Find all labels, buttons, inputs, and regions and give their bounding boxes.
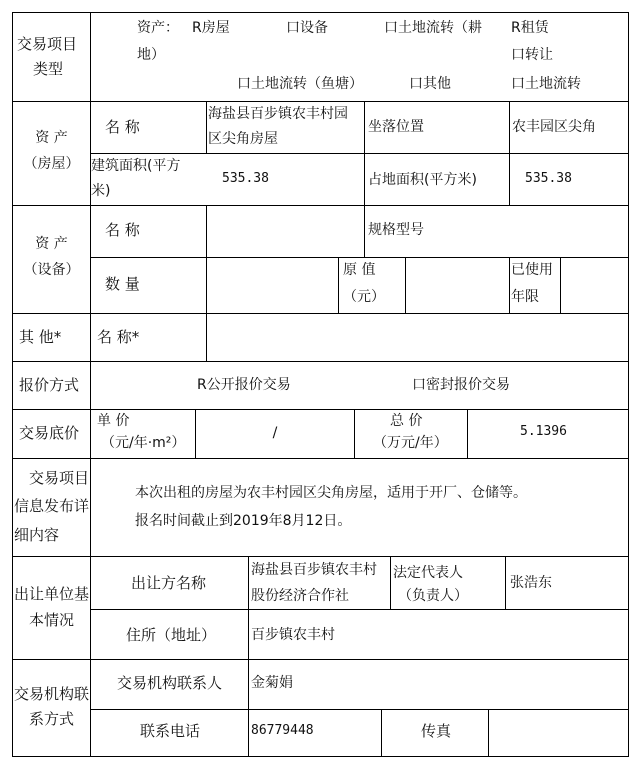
used-years-label-line1: 已使用 bbox=[511, 262, 553, 278]
option-land-trans: 口土地流转 bbox=[511, 76, 581, 92]
building-area-label-line2: 米) bbox=[91, 183, 111, 199]
equipment-heading-line2: （设备） bbox=[23, 262, 80, 278]
transferor-heading-line2: 本情况 bbox=[29, 611, 75, 629]
unit-price-label-line2: （元/年·m²） bbox=[101, 435, 186, 451]
rule-house-c3 bbox=[509, 101, 510, 205]
transferor-name-value-line2: 股份经济合作社 bbox=[251, 588, 349, 604]
house-heading-line1: 资 产 bbox=[35, 130, 68, 146]
building-area-label-line1: 建筑面积(平方 bbox=[91, 158, 181, 174]
agency-contact-label: 交易机构联系人 bbox=[117, 674, 223, 692]
other-heading: 其 他* bbox=[19, 328, 62, 346]
rule-price-bottom bbox=[12, 458, 629, 459]
agency-phone-value: 86779448 bbox=[251, 723, 314, 738]
rule-equip-mid bbox=[90, 257, 629, 258]
rule-transferor-c3 bbox=[505, 556, 506, 609]
option-house: R房屋 bbox=[192, 20, 230, 36]
rule-bottom bbox=[12, 756, 629, 757]
equipment-spec-label: 规格型号 bbox=[368, 222, 424, 238]
rule-equip-bottom bbox=[12, 313, 629, 314]
details-heading-line2: 信息发布详 bbox=[14, 497, 90, 515]
transferor-heading-line1: 出让单位基 bbox=[14, 585, 90, 603]
legal-rep-value: 张浩东 bbox=[510, 575, 552, 591]
option-other: 口其他 bbox=[409, 76, 451, 92]
option-land-farm-cont: 地） bbox=[137, 47, 165, 63]
rule-right bbox=[628, 12, 629, 757]
option-land-fish: 口土地流转（鱼塘） bbox=[237, 76, 363, 92]
agency-phone-label: 联系电话 bbox=[140, 722, 201, 740]
rule-other-c1 bbox=[206, 313, 207, 361]
type-heading-line2: 类型 bbox=[33, 60, 64, 78]
option-transfer: 口转让 bbox=[511, 47, 553, 63]
details-text-line1: 本次出租的房屋为农丰村园区尖角房屋，适用于开厂、仓储等。 bbox=[135, 485, 527, 501]
rule-agency-mid bbox=[90, 709, 629, 710]
rule-transferor-c1 bbox=[248, 556, 249, 659]
rule-quote-bottom bbox=[12, 409, 629, 410]
equipment-heading-line1: 资 产 bbox=[35, 236, 68, 252]
asset-prefix: 资产： bbox=[137, 20, 179, 36]
rule-house-bottom bbox=[12, 205, 629, 206]
land-area-label: 占地面积(平方米) bbox=[368, 172, 477, 188]
agency-contact-value: 金菊娟 bbox=[251, 675, 293, 691]
transferor-address-value: 百步镇农丰村 bbox=[251, 627, 335, 643]
agency-fax-label: 传真 bbox=[421, 722, 452, 740]
details-text-line2: 报名时间截止到2019年8月12日。 bbox=[135, 513, 352, 529]
land-area-value: 535.38 bbox=[525, 171, 572, 186]
rule-house-c2 bbox=[364, 101, 365, 205]
quote-heading: 报价方式 bbox=[19, 376, 80, 394]
rule-price-c2 bbox=[354, 409, 355, 458]
total-price-label-line1: 总 价 bbox=[390, 413, 423, 429]
rule-equip-c4 bbox=[405, 257, 406, 313]
rule-transferor-c2 bbox=[390, 556, 391, 609]
option-land-farm: 口土地流转（耕 bbox=[384, 20, 482, 36]
base-price-heading: 交易底价 bbox=[19, 424, 80, 442]
rule-type-bottom bbox=[12, 101, 629, 102]
house-name-value-line1: 海盐县百步镇农丰村园 bbox=[208, 106, 348, 122]
unit-price-label-line1: 单 价 bbox=[97, 413, 130, 429]
other-name-label: 名 称* bbox=[97, 328, 140, 346]
rule-transferor-mid bbox=[90, 609, 629, 610]
house-name-value-line2: 区尖角房屋 bbox=[208, 131, 278, 147]
transferor-name-value-line1: 海盐县百步镇农丰村 bbox=[251, 562, 377, 578]
rule-left bbox=[12, 12, 13, 757]
rule-transferor-bottom bbox=[12, 659, 629, 660]
option-lease: R租赁 bbox=[511, 20, 549, 36]
transferor-name-label: 出让方名称 bbox=[131, 574, 207, 592]
rule-details-bottom bbox=[12, 556, 629, 557]
rule-other-bottom bbox=[12, 361, 629, 362]
equipment-name-label: 名 称 bbox=[105, 221, 140, 239]
quote-option-public: R公开报价交易 bbox=[197, 377, 291, 393]
transferor-address-label: 住所（地址） bbox=[126, 626, 217, 644]
rule-agency-c3 bbox=[488, 709, 489, 756]
legal-rep-label-line2: （负责人） bbox=[398, 588, 468, 604]
house-name-label: 名 称 bbox=[105, 118, 140, 136]
rule-price-c3 bbox=[467, 409, 468, 458]
rule-top bbox=[12, 12, 629, 13]
rule-equip-c2 bbox=[364, 205, 365, 257]
rule-equip-c5 bbox=[509, 257, 510, 313]
rule-equip-c3 bbox=[338, 257, 339, 313]
total-price-label-line2: （万元/年） bbox=[373, 435, 448, 451]
agency-heading-line2: 系方式 bbox=[29, 710, 75, 728]
rule-house-c1 bbox=[206, 101, 207, 153]
rule-house-mid bbox=[90, 153, 629, 154]
building-area-value: 535.38 bbox=[222, 171, 269, 186]
total-price-value: 5.1396 bbox=[520, 424, 567, 439]
unit-price-value: / bbox=[272, 425, 278, 441]
rule-equip-c1 bbox=[206, 205, 207, 313]
equipment-quantity-label: 数 量 bbox=[105, 275, 140, 293]
type-heading-line1: 交易项目 bbox=[17, 35, 78, 53]
original-value-label-line2: （元） bbox=[343, 289, 385, 305]
original-value-label-line1: 原 值 bbox=[343, 262, 376, 278]
details-heading-line1: 交易项目 bbox=[29, 469, 90, 487]
house-location-label: 坐落位置 bbox=[368, 119, 424, 135]
details-heading-line3: 细内容 bbox=[14, 526, 60, 544]
rule-agency-c1 bbox=[248, 659, 249, 756]
option-equipment: 口设备 bbox=[286, 20, 328, 36]
house-location-value: 农丰园区尖角 bbox=[512, 119, 596, 135]
rule-agency-c2 bbox=[381, 709, 382, 756]
house-heading-line2: （房屋） bbox=[23, 156, 80, 172]
agency-heading-line1: 交易机构联 bbox=[14, 685, 90, 703]
rule-heading-col bbox=[90, 12, 91, 757]
rule-equip-c6 bbox=[560, 257, 561, 313]
legal-rep-label-line1: 法定代表人 bbox=[393, 565, 463, 581]
quote-option-sealed: 口密封报价交易 bbox=[412, 377, 510, 393]
used-years-label-line2: 年限 bbox=[511, 289, 539, 305]
